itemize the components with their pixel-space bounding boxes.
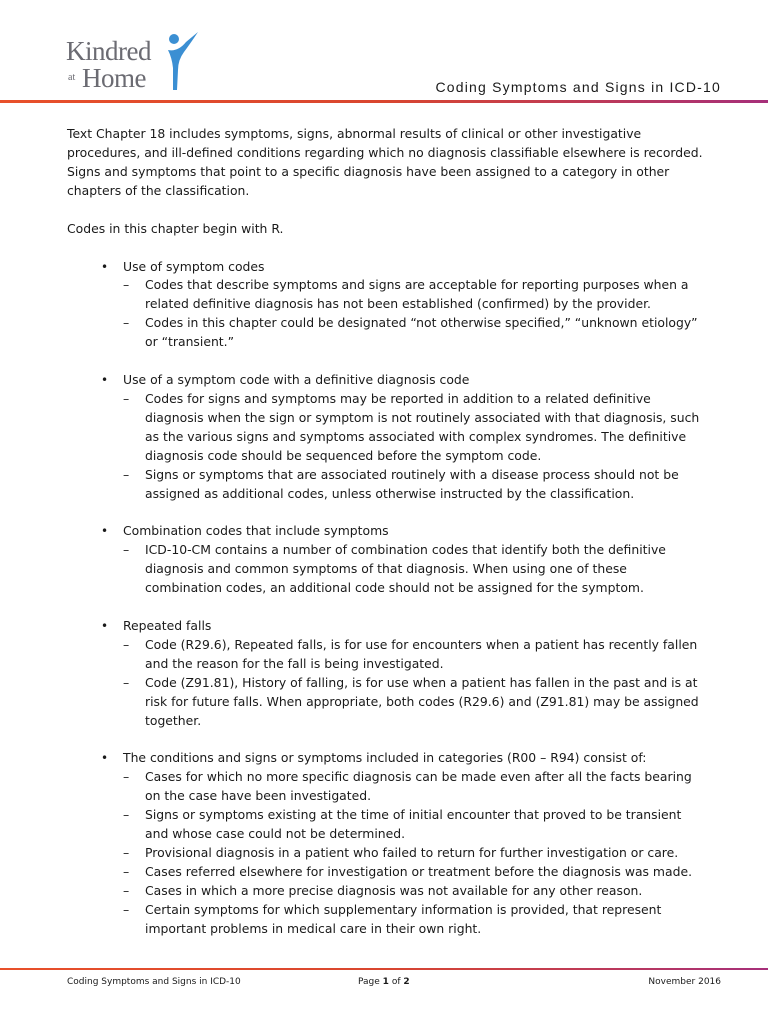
dash-icon: – [123,674,130,690]
dash-icon: – [123,466,130,482]
page-word: Page [358,977,380,987]
dash-icon: – [123,863,130,879]
section-symptom-codes [67,258,707,353]
sub-item [67,636,707,674]
dash-icon: – [123,845,130,860]
dash-icon: – [123,277,130,293]
bullet-item [67,371,707,390]
dash-icon: – [123,882,130,898]
document-body [67,125,707,958]
dash-icon: – [123,315,130,331]
dash-icon: – [123,769,130,785]
footer-date: November 2016 [648,977,721,987]
section-heading: Use of a symptom code with a definitive diagnosis code [123,372,470,388]
sub-item [67,541,707,598]
codes-line: Codes in this chapter begin with R. [67,220,284,236]
bullet-item [67,749,707,768]
sub-item-text: Codes that describe symptoms and signs are acceptable for reporting purposes when a related definitive diagnosis has not been established (confirmed) by the provider. [145,277,689,312]
kindred-at-home-logo [66,30,206,100]
sub-item-text: Provisional diagnosis in a patient who failed to return for further investigation or care. [145,845,679,860]
bullet-item [67,522,707,541]
footer-page-number [358,977,410,987]
sub-item [67,882,707,901]
header-divider [0,100,768,103]
bullet-item [67,617,707,636]
sub-item-text: Cases referred elsewhere for investigation or treatment before the diagnosis was made. [145,863,693,879]
header-title: Coding Symptoms and Signs in ICD-10 [435,79,721,95]
sub-item [67,674,707,731]
logo-home-text: Home [82,63,146,93]
page-current: 1 [382,977,389,987]
page-of: of [391,977,401,987]
logo-kindred-text: Kindred [66,36,151,66]
page-total: 2 [403,977,410,987]
section-heading: Repeated falls [123,618,212,634]
section-repeated-falls [67,617,707,730]
sub-item-text: ICD-10-CM contains a number of combination codes that identify both the definitive diagnosis and common symptoms of that diagnosis. When using one of these combination codes, an additional code should not be assigned for the symptom. [145,542,666,596]
figure-icon [164,30,204,92]
sub-item-text: Code (Z91.81), History of falling, is for use when a patient has fallen in the past and is at risk for future falls. When appropriate, both codes (R29.6) and (Z91.81) may be assigned together. [145,674,699,728]
sub-item-text: Code (R29.6), Repeated falls, is for use for encounters when a patient has recently fallen and the reason for the fall is being investigated. [145,636,698,671]
sub-item [67,276,707,314]
dash-icon: – [123,901,130,917]
bullet-icon: • [101,259,109,274]
dash-icon: – [123,807,130,823]
sub-item-text: Codes for signs and symptoms may be reported in addition to a related definitive diagnosis when the sign or symptom is not routinely associated with that diagnosis, such as the various signs and symptoms associated with complex syndromes. The definitive diagnosis code should be sequenced before the symptom code. [145,390,700,463]
sub-item-text: Signs or symptoms that are associated routinely with a disease process should not be assigned as additional codes, unless otherwise instructed by the classification. [145,466,679,501]
section-heading: Use of symptom codes [123,258,265,274]
dash-icon: – [123,390,130,406]
bullet-icon: • [101,524,109,539]
sub-item-text: Codes in this chapter could be designated “not otherwise specified,” “unknown etiology” or “transient.” [145,315,698,350]
section-conditions-r00-r94 [67,749,707,938]
sub-item [67,863,707,882]
dash-icon: – [123,636,130,652]
footer-title: Coding Symptoms and Signs in ICD-10 [67,977,241,987]
bullet-icon: • [101,619,109,634]
logo-at-text: at [68,72,76,83]
sub-item-text: Signs or symptoms existing at the time of initial encounter that proved to be transient and whose case could not be determined. [145,807,682,842]
bullet-icon: • [101,751,109,766]
dash-icon: – [123,542,130,558]
sub-item [67,314,707,352]
section-heading: Combination codes that include symptoms [123,523,389,539]
sub-item-text: Cases for which no more specific diagnosis can be made even after all the facts bearing on the case have been investigated. [145,769,692,804]
sub-item-text: Certain symptoms for which supplementary information is provided, that represent important problems in medical care in their own right. [145,901,662,936]
sub-item [67,466,707,504]
section-heading: The conditions and signs or symptoms included in categories (R00 – R94) consist of: [123,750,647,766]
sub-item-text: Cases in which a more precise diagnosis was not available for any other reason. [145,882,643,898]
sub-item [67,901,707,939]
footer-divider [0,968,768,970]
section-combination-codes [67,522,707,598]
bullet-icon: • [101,373,109,388]
intro-paragraph: Text Chapter 18 includes symptoms, signs, abnormal results of clinical or other investigative procedures, and ill-defined conditions regarding which no diagnosis classifiable elsewhere is recorded. Signs and symptoms that point to a specific diagnosis have been assigned to a category in other chapters of the classification. [67,126,703,198]
section-symptom-with-definitive [67,371,707,503]
sub-item [67,844,707,863]
sub-item [67,806,707,844]
sub-item [67,390,707,466]
bullet-item [67,258,707,277]
sub-item [67,768,707,806]
